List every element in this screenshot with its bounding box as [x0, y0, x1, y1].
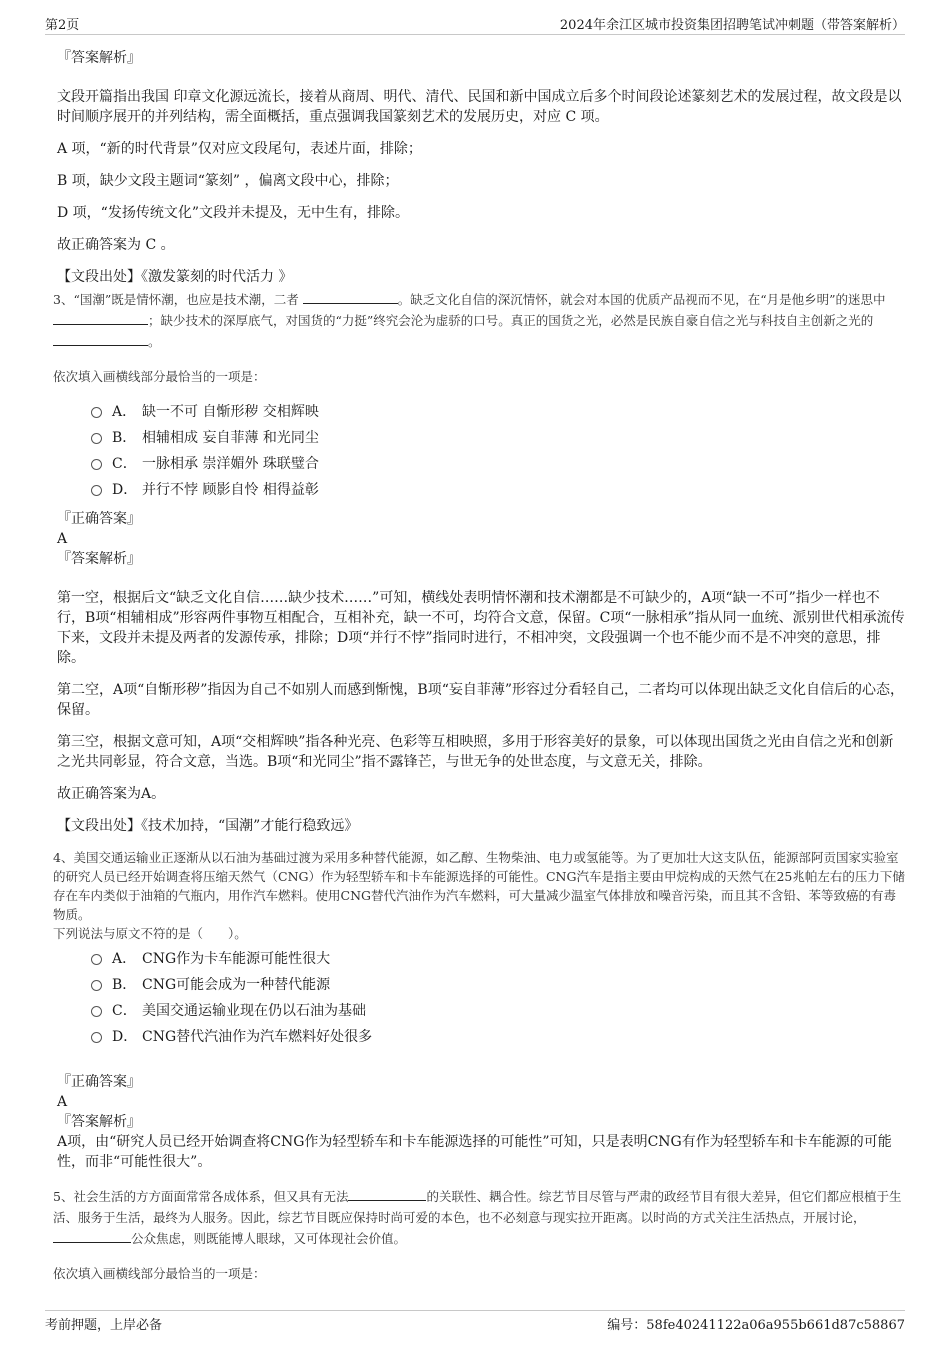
option-letter: C． — [112, 456, 137, 472]
stem-text: 3、“国潮”既是情怀潮，也应是技术潮，二者 — [53, 292, 299, 307]
option-text: CNG替代汽油作为汽车燃料好处很多 — [142, 1029, 373, 1045]
page-header — [45, 14, 905, 35]
option-letter: B． — [112, 977, 137, 993]
analysis-paragraph: 第一空，根据后文“缺乏文化自信……缺少技术……”可知，横线处表明情怀潮和技术潮都是不可缺少的，A项“缺一不可”指少一样也不行，B项“相辅相成”形容两件事物互相配合，互相补充，缺一不可，均符合文意，保留。C项“一脉相承”指从同一血统、派别世代相承流传下来，文段并未提及两者的发源传承，排除；D项“并行不悖”指同时进行，不相冲突，文段强调一个也不能少而不是不冲突的意思，排除。 — [57, 590, 905, 666]
option-text: 一脉相承 崇洋媚外 珠联璧合 — [142, 456, 319, 472]
question-prompt: 依次填入画横线部分最恰当的一项是： — [53, 369, 266, 384]
correct-answer: A — [57, 531, 68, 547]
stem-text: ；缺少技术的深厚底气，对国货的“力挺”终究会沦为虚骄的口号。真正的国货之光，必然是民族自豪自信之光与科技自主创新之光的 — [148, 313, 874, 328]
fill-blank — [53, 312, 148, 325]
option-text: CNG作为卡车能源可能性很大 — [142, 951, 331, 967]
question-stem — [53, 289, 905, 352]
page-number: 第2页 — [45, 18, 80, 33]
document-title: 2024年余江区城市投资集团招聘笔试冲刺题（带答案解析） — [559, 18, 905, 33]
radio-icon[interactable] — [91, 1006, 102, 1017]
document-body — [53, 42, 905, 1284]
analysis-label: 『答案解析』 — [57, 50, 141, 66]
option-text: 美国交通运输业现在仍以石油为基础 — [142, 1003, 366, 1019]
option-text: 并行不悖 顾影自怜 相得益彰 — [142, 482, 319, 498]
fill-blank — [53, 333, 148, 346]
stem-text: 5、社会生活的方方面面常常各成体系，但又具有无法 — [53, 1189, 349, 1204]
option-letter: A． — [112, 404, 137, 420]
option-b[interactable] — [91, 972, 905, 998]
radio-icon[interactable] — [91, 1032, 102, 1043]
analysis-label: 『答案解析』 — [57, 551, 141, 567]
option-text: 缺一不可 自惭形秽 交相辉映 — [142, 404, 319, 420]
radio-icon[interactable] — [91, 954, 102, 965]
stem-text: 的关联性、耦合性。综艺节目尽管与严肃的政经节目有很大差异，但它们都应根植于生活、服务于生活，最终为人服务。因此，综艺节目既应保持时尚可爱的本色，也不必刻意与现实拉开距离。以时尚的方式关注生活热点，开展讨论， — [53, 1189, 902, 1225]
question-4 — [53, 848, 905, 1172]
fill-blank — [53, 1230, 131, 1243]
stem-text: 。缺乏文化自信的深沉情怀，就会对本国的优质产品视而不见，在“月是他乡明”的迷思中 — [397, 292, 886, 307]
radio-icon[interactable] — [91, 980, 102, 991]
text-source: 【文段出处】《技术加持，“国潮”才能行稳致远》 — [57, 818, 359, 834]
analysis-paragraph: D 项，“发扬传统文化”文段并未提及，无中生有，排除。 — [57, 205, 409, 221]
fill-blank — [303, 291, 398, 304]
option-c[interactable] — [91, 451, 905, 477]
analysis-paragraph: 第二空，A项“自惭形秽”指因为自己不如别人而感到惭愧，B项“妄自菲薄”形容过分看轻自己，二者均可以体现出缺乏文化自信后的心态，保留。 — [57, 682, 905, 718]
text-source: 【文段出处】《激发篆刻的时代活力 》 — [57, 269, 293, 285]
question-5 — [53, 1186, 905, 1284]
option-letter: C． — [112, 1003, 137, 1019]
analysis-paragraph: B 项，缺少文段主题词“篆刻” ，偏离文段中心，排除； — [57, 173, 399, 189]
option-letter: D． — [112, 1029, 138, 1045]
radio-icon[interactable] — [91, 407, 102, 418]
radio-icon[interactable] — [91, 485, 102, 496]
document-id: 编号：58fe40241122a06a955b661d87c58867 — [607, 1318, 905, 1333]
radio-icon[interactable] — [91, 459, 102, 470]
option-a[interactable] — [91, 946, 905, 972]
option-text: 相辅相成 妄自菲薄 和光同尘 — [142, 430, 319, 446]
question-prompt: 下列说法与原文不符的是（ ）。 — [53, 926, 247, 941]
analysis-paragraph: 第三空，根据文意可知，A项“交相辉映”指各种光亮、色彩等互相映照，多用于形容美好的景象，可以体现出国货之光由自信之光和创新之光共同彰显，符合文意，当选。B项“和光同尘”指不露锋芒，与世无争的处世态度，与文意无关，排除。 — [57, 734, 894, 770]
option-letter: A． — [112, 951, 137, 967]
stem-text: 公众焦虑，则既能博人眼球，又可体现社会价值。 — [131, 1231, 407, 1246]
option-d[interactable] — [91, 477, 905, 503]
analysis-paragraph: A 项，“新的时代背景”仅对应文段尾句，表述片面，排除； — [57, 141, 422, 157]
footer-slogan: 考前押题，上岸必备 — [45, 1318, 163, 1333]
analysis-paragraph: 文段开篇指出我国 印章文化源远流长，接着从商周、明代、清代、民国和新中国成立后多个时间段论述篆刻艺术的发展过程，故文段是以时间顺序展开的并列结构，需全面概括，重点强调我国篆刻艺术的发展历史，对应 C 项。 — [57, 89, 902, 125]
answer-conclusion: 故正确答案为A。 — [57, 786, 166, 802]
option-c[interactable] — [91, 998, 905, 1024]
option-letter: D． — [112, 482, 138, 498]
analysis-label: 『答案解析』 — [57, 1114, 141, 1130]
options-list — [91, 946, 905, 1050]
correct-answer: A — [57, 1094, 68, 1110]
option-letter: B． — [112, 430, 137, 446]
question-prompt: 依次填入画横线部分最恰当的一项是： — [53, 1266, 266, 1281]
stem-text: 。 — [148, 334, 161, 349]
answer-conclusion: 故正确答案为 C 。 — [57, 237, 175, 253]
option-b[interactable] — [91, 425, 905, 451]
option-text: CNG可能会成为一种替代能源 — [142, 977, 331, 993]
options-list — [91, 399, 905, 503]
option-a[interactable] — [91, 399, 905, 425]
analysis-paragraph: A项，由“研究人员已经开始调查将CNG作为轻型轿车和卡车能源选择的可能性”可知，只是表明CNG有作为轻型轿车和卡车能源的可能性，而非“可能性很大”。 — [57, 1134, 892, 1170]
fill-blank — [348, 1188, 426, 1201]
page-footer — [45, 1310, 905, 1333]
correct-answer-label: 『正确答案』 — [57, 1074, 141, 1090]
question-stem: 4、美国交通运输业正逐渐从以石油为基础过渡为采用多种替代能源，如乙醇、生物柴油、电力或氢能等。为了更加壮大这支队伍，能源部阿贡国家实验室的研究人员已经开始调查将压缩天然气（CNG）作为轻型轿车和卡车能源选择的可能性。CNG汽车是指主要由甲烷构成的天然气在25兆帕左右的压力下储存在车内类似于油箱的气瓶内，用作汽车燃料。使用CNG替代汽油作为汽车燃料，可大量减少温室气体排放和噪音污染，而且其不含铅、苯等致癌的有毒物质。 — [53, 850, 905, 922]
question-3 — [53, 289, 905, 836]
option-d[interactable] — [91, 1024, 905, 1050]
prev-question-analysis — [57, 48, 905, 287]
correct-answer-label: 『正确答案』 — [57, 511, 141, 527]
question-stem — [53, 1186, 905, 1249]
radio-icon[interactable] — [91, 433, 102, 444]
